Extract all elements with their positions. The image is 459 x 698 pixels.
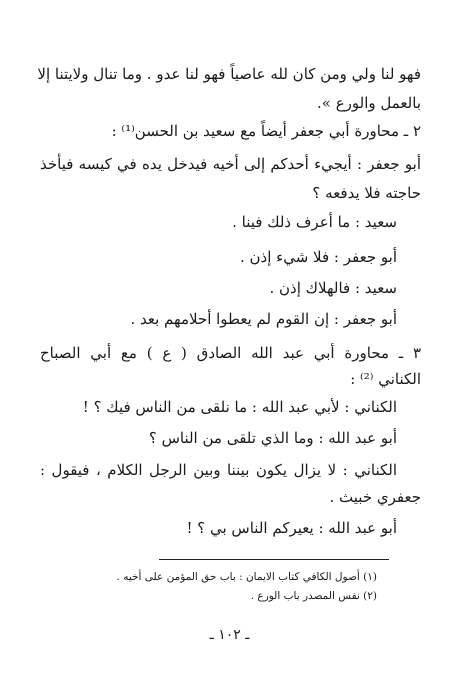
- dialogue-abu-abdullah-1: أبو عبد الله : وما الذي تلقى من الناس ؟: [148, 429, 397, 447]
- page-number: [0, 627, 459, 643]
- footnote-divider: [159, 559, 389, 560]
- dialogue-kinani-2: الكناني : لا يزال يكون بيننا وبين الرجل الكلام ، فيقول :: [40, 461, 397, 479]
- dialogue-abu-jafar-1: أبو جعفر : فلا شيء إذن .: [239, 248, 397, 266]
- section-heading-2: ٢ ـ محاورة أبي جعفر أيضاً مع سعيد بن الحسن⁽¹⁾ :: [111, 122, 421, 140]
- dialogue-kinani-1: الكناني : لأبي عبد الله : ما نلقى من الناس فيك ؟ !: [82, 398, 397, 416]
- page-number-text: ـ ١٠٢ ـ: [209, 627, 250, 643]
- text-line-1: فهو لنا ولي ومن كان لله عاصياً فهو لنا عدو . وما تنال ولايتنا إلا: [37, 65, 421, 83]
- section-heading-3-cont: الكناني ⁽²⁾ :: [350, 370, 421, 388]
- dialogue-abu-abdullah-2: أبو عبد الله : يعيركم الناس بي ؟ !: [186, 519, 397, 537]
- dialogue-abu-jafar-2: أبو جعفر : إن القوم لم يعطوا أحلامهم بعد .: [130, 310, 397, 328]
- footnote-2: (٢) نفس المصدر باب الورع .: [250, 590, 377, 602]
- dialogue-said-1: سعيد : ما أعرف ذلك فينا .: [232, 213, 397, 231]
- text-line-4: أبو جعفر : أيجيء أحدكم إلى أخيه فيدخل يده في كيسه فيأخذ: [40, 155, 421, 173]
- text-line-5: حاجته فلا يدفعه ؟: [312, 184, 421, 202]
- section-heading-3: ٣ ـ محاورة أبي عبد الله الصادق ( ع ) مع أبي الصباح: [40, 344, 421, 362]
- footnote-1: (١) أصول الكافي كتاب الايمان : باب حق المؤمن على أخيه .: [116, 571, 377, 583]
- dialogue-said-2: سعيد : فالهلاك إذن .: [269, 279, 397, 297]
- text-line-2: بالعمل والورع ».: [317, 94, 421, 112]
- dialogue-kinani-2-cont: جعفري خبيث .: [329, 488, 421, 506]
